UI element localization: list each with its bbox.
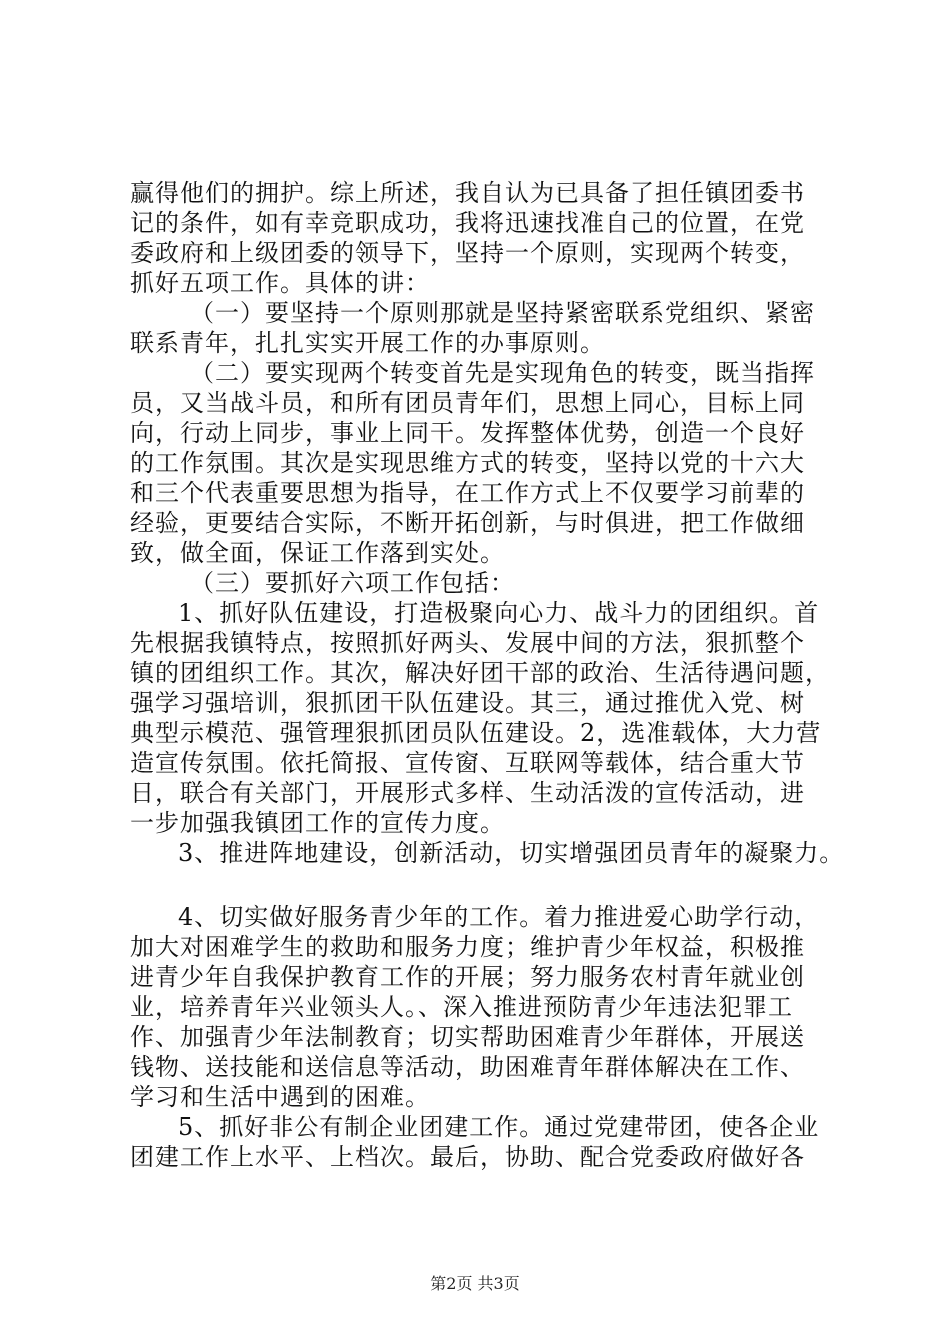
text-line: 和三个代表重要思想为指导，在工作方式上不仅要学习前辈的 [130,479,805,507]
text-line: 委政府和上级团委的领导下，坚持一个原则，实现两个转变， [130,239,805,267]
paragraph-start-line: （二）要实现两个转变首先是实现角色的转变，既当指挥 [190,359,815,387]
text-line: 致，做全面，保证工作落到实处。 [130,539,505,567]
paragraph-start-line: 4、切实做好服务青少年的工作。着力推进爱心助学行动， [178,903,820,931]
text-line: 镇的团组织工作。其次，解决好团干部的政治、生活待遇问题， [130,659,830,687]
text-line: 强学习强培训，狠抓团干队伍建设。其三，通过推优入党、树 [130,689,805,717]
text-line: 先根据我镇特点，按照抓好两头、发展中间的方法，狠抓整个 [130,629,805,657]
text-line: 经验，更要结合实际，不断开拓创新，与时俱进，把工作做细 [130,509,805,537]
text-line: 向，行动上同步，事业上同干。发挥整体优势，创造一个良好 [130,419,805,447]
text-line: 员，又当战斗员，和所有团员青年们，思想上同心，目标上同 [130,389,805,417]
paragraph-start-line: 1、抓好队伍建设，打造极聚向心力、战斗力的团组织。首 [178,599,820,627]
text-line: 加大对困难学生的救助和服务力度；维护青少年权益，积极推 [130,933,805,961]
text-line: 抓好五项工作。具体的讲： [130,269,430,297]
document-body [130,178,850,1172]
text-line: 团建工作上水平、上档次。最后，协助、配合党委政府做好各 [130,1143,805,1171]
text-line: 作、加强青少年法制教育；切实帮助困难青少年群体，开展送 [130,1023,805,1051]
text-line: 钱物、送技能和送信息等活动，助困难青年群体解决在工作、 [130,1053,805,1081]
page-footer: 第2页 共3页 [430,1274,520,1293]
paragraph-start-line: 5、抓好非公有制企业团建工作。通过党建带团，使各企业 [178,1113,820,1141]
text-line: 进青少年自我保护教育工作的开展；努力服务农村青年就业创 [130,963,805,991]
paragraph-gap [130,868,850,902]
text-line: 学习和生活中遇到的困难。 [130,1083,430,1111]
paragraph-start-line: 3、推进阵地建设，创新活动，切实增强团员青年的凝聚力。 [178,839,845,867]
text-line: 造宣传氛围。依托简报、宣传窗、互联网等载体，结合重大节 [130,749,805,777]
text-line: 记的条件，如有幸竞职成功，我将迅速找准自己的位置，在党 [130,209,805,237]
text-line: 的工作氛围。其次是实现思维方式的转变，坚持以党的十六大 [130,449,805,477]
text-line: 典型示模范、强管理狠抓团员队伍建设。2，选准载体，大力营 [130,719,822,747]
text-line: 一步加强我镇团工作的宣传力度。 [130,809,505,837]
paragraph-start-line: （一）要坚持一个原则那就是坚持紧密联系党组织、紧密 [190,299,815,327]
text-line: 赢得他们的拥护。综上所述，我自认为已具备了担任镇团委书 [130,179,805,207]
text-line: 日，联合有关部门，开展形式多样、生动活泼的宣传活动，进 [130,779,805,807]
paragraph-start-line: （三）要抓好六项工作包括： [190,569,515,597]
text-line: 联系青年，扎扎实实开展工作的办事原则。 [130,329,605,357]
text-line: 业，培养青年兴业领头人。、深入推进预防青少年违法犯罪工 [130,993,793,1021]
